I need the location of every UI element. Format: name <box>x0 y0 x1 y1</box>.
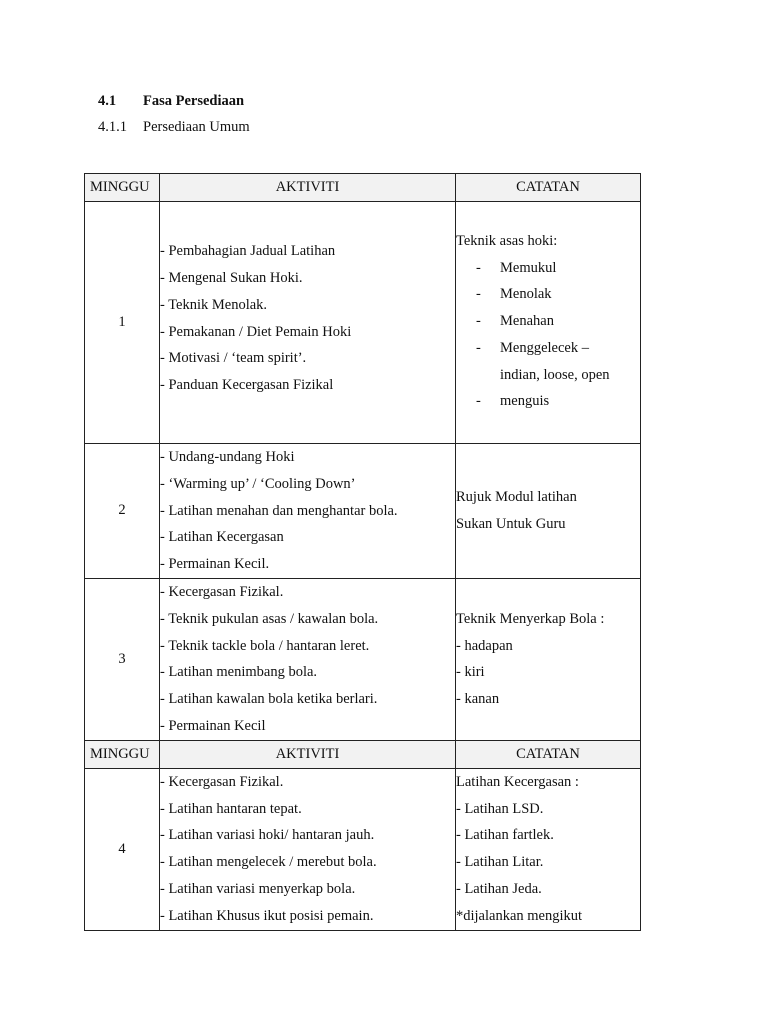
activity-item: - Pembahagian Jadual Latihan <box>160 243 336 260</box>
notes-item: - Latihan Jeda. <box>456 880 542 897</box>
activity-item: - Teknik Menolak. <box>160 296 268 313</box>
activity-item: - Pemakanan / Diet Pemain Hoki <box>160 323 352 340</box>
activity-item: - Teknik tackle bola / hantaran leret. <box>160 637 370 654</box>
activity-item: - Latihan Kecergasan <box>160 529 284 546</box>
notes-bullet: - Menahan <box>476 313 554 330</box>
activities-cell <box>160 444 456 579</box>
activity-item: - Kecergasan Fizikal. <box>160 773 284 790</box>
section-heading <box>98 93 244 110</box>
week-number: 4 <box>85 768 160 930</box>
activity-item: - Panduan Kecergasan Fizikal <box>160 377 334 394</box>
notes-item: - kiri <box>456 664 485 681</box>
activity-item: - Motivasi / ‘team spirit’. <box>160 350 307 367</box>
activity-item: - Latihan variasi hoki/ hantaran jauh. <box>160 827 375 844</box>
header-minggu: MINGGU <box>85 740 160 768</box>
notes-item: Rujuk Modul latihan <box>456 489 577 506</box>
table-row <box>85 768 641 930</box>
activity-item: - Latihan variasi menyerkap bola. <box>160 880 356 897</box>
notes-bullet: - Menggelecek – <box>476 339 589 356</box>
activity-item: - Mengenal Sukan Hoki. <box>160 269 303 286</box>
notes-bullet: - Menolak <box>476 286 552 303</box>
notes-item: Teknik Menyerkap Bola : <box>456 610 605 627</box>
section-title: Fasa Persediaan <box>143 93 245 109</box>
activity-item: - Permainan Kecil. <box>160 556 270 573</box>
activity-item: - Permainan Kecil <box>160 717 266 734</box>
notes-cell <box>456 768 641 930</box>
activity-item: - Kecergasan Fizikal. <box>160 583 284 600</box>
activity-item: - Latihan menahan dan menghantar bola. <box>160 502 398 519</box>
notes-cell <box>456 444 641 579</box>
activity-item: - Latihan kawalan bola ketika berlari. <box>160 691 378 708</box>
notes-item: - kanan <box>456 691 500 708</box>
header-catatan: CATATAN <box>456 174 641 202</box>
notes-bullet: - menguis <box>476 393 550 410</box>
notes-item: - Latihan LSD. <box>456 800 544 817</box>
notes-item: *dijalankan mengikut <box>456 907 583 924</box>
activity-item: - Latihan menimbang bola. <box>160 664 318 681</box>
activity-item: - Undang-undang Hoki <box>160 449 295 465</box>
table-row <box>85 578 641 740</box>
notes-title: Teknik asas hoki: <box>456 232 558 249</box>
notes-item: Sukan Untuk Guru <box>456 515 566 532</box>
notes-bullet: - Memukul <box>476 259 557 276</box>
notes-bullet-continuation: indian, loose, open <box>500 366 610 383</box>
week-number: 2 <box>85 444 160 579</box>
header-catatan: CATATAN <box>456 740 641 768</box>
activity-item: - Teknik pukulan asas / kawalan bola. <box>160 610 379 627</box>
activity-item: - Latihan hantaran tepat. <box>160 800 302 817</box>
activities-cell <box>160 202 456 444</box>
activities-cell <box>160 768 456 930</box>
activity-item: - Latihan mengelecek / merebut bola. <box>160 854 377 871</box>
notes-item: - Latihan fartlek. <box>456 827 554 844</box>
activity-item: - ‘Warming up’ / ‘Cooling Down’ <box>160 475 356 492</box>
table-header-row-repeat <box>85 740 641 768</box>
subsection-title: Persediaan Umum <box>143 119 250 135</box>
notes-item: - hadapan <box>456 637 513 654</box>
week-number: 3 <box>85 578 160 740</box>
table-header-row <box>85 174 641 202</box>
activity-item: - Latihan Khusus ikut posisi pemain. <box>160 907 374 924</box>
activities-cell <box>160 578 456 740</box>
notes-item: Latihan Kecergasan : <box>456 773 579 790</box>
week-number: 1 <box>85 202 160 444</box>
subsection-heading <box>98 119 250 136</box>
subsection-number: 4.1.1 <box>98 119 127 135</box>
notes-item: - Latihan Litar. <box>456 854 544 871</box>
section-number: 4.1 <box>98 93 117 109</box>
notes-cell <box>456 202 641 444</box>
table-row <box>85 202 641 444</box>
table-row <box>85 444 641 579</box>
header-minggu: MINGGU <box>85 174 160 202</box>
notes-cell <box>456 578 641 740</box>
training-schedule-table <box>84 173 641 931</box>
header-aktiviti: AKTIVITI <box>160 740 456 768</box>
header-aktiviti: AKTIVITI <box>160 174 456 202</box>
